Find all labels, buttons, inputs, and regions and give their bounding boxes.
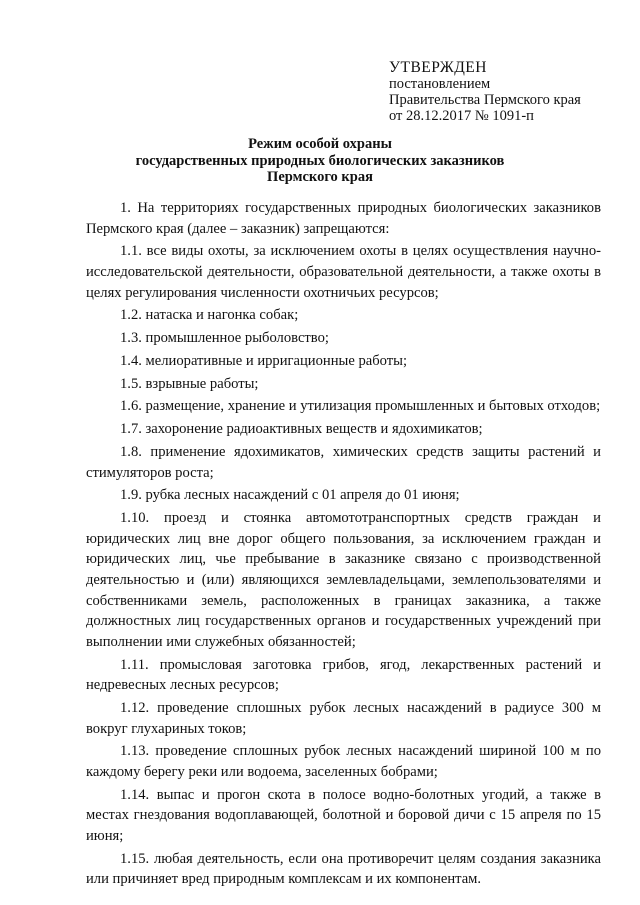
paragraph-1-5: 1.5. взрывные работы;	[120, 375, 259, 392]
approval-stamp	[389, 60, 581, 124]
paragraph-1-4: 1.4. мелиоративные и ирригационные работы;	[120, 352, 408, 369]
document-title	[60, 136, 580, 186]
paragraph-1: 1. На территориях государственных природных биологических заказников Пермского края (далее – заказник) запрещаются:	[86, 200, 601, 237]
title-line: Режим особой охраны	[248, 136, 392, 152]
paragraph-1-12: 1.12. проведение сплошных рубок лесных насаждений в радиусе 300 м вокруг глухариных токов;	[86, 699, 601, 737]
paragraph-1-7: 1.7. захоронение радиоактивных веществ и ядохимикатов;	[120, 421, 483, 438]
approval-line: постановлением	[389, 76, 491, 92]
paragraph-1-3: 1.3. промышленное рыболовство;	[120, 330, 329, 347]
paragraph-1-6: 1.6. размещение, хранение и утилизация промышленных и бытовых отходов;	[120, 398, 601, 415]
title-line: Пермского края	[267, 169, 373, 185]
paragraph-1-1: 1.1. все виды охоты, за исключением охоты в целях осуществления научно-исследовательской деятельности, образовательной деятельности, а также охоты в целях регулирования численности охотничьих ресурсов;	[86, 243, 601, 301]
paragraph-1-2: 1.2. натаска и нагонка собак;	[120, 307, 299, 324]
paragraph-1-15: 1.15. любая деятельность, если она противоречит целям создания заказника или причиняет вред природным комплексам и их компонентам.	[86, 850, 601, 888]
paragraph-1-11: 1.11. промысловая заготовка грибов, ягод, лекарственных растений и недревесных лесных ресурсов;	[86, 656, 601, 694]
approval-line: Правительства Пермского края	[389, 92, 581, 108]
paragraph-1-14: 1.14. выпас и прогон скота в полосе водно-болотных угодий, а также в местах гнездования водоплавающей, болотной и боровой дичи с 15 апреля по 15 июня;	[86, 786, 601, 844]
document-body	[86, 198, 601, 892]
paragraph-1-13: 1.13. проведение сплошных рубок лесных насаждений шириной 100 м по каждому берегу реки или водоема, заселенных бобрами;	[86, 743, 601, 780]
paragraph-1-8: 1.8. применение ядохимикатов, химических средств защиты растений и стимуляторов роста;	[86, 444, 601, 481]
paragraph-1-10: 1.10. проезд и стоянка автомототранспортных средств граждан и юридических лиц вне дорог общего пользования, за исключением граждан и юридических лиц, чье пребывание в заказнике связано с производственной деятельностью и (или) являющихся землевладельцами, землепользователями и собственниками земель, расположенных в границах заказника, а также должностных лиц государственных органов и государственных учреждений при выполнении ими служебных обязанностей;	[86, 510, 601, 650]
title-line: государственных природных биологических заказников	[135, 152, 505, 169]
approval-date-number: от 28.12.2017 № 1091-п	[389, 108, 534, 124]
paragraph-1-9: 1.9. рубка лесных насаждений с 01 апреля до 01 июня;	[120, 487, 460, 504]
approval-title: УТВЕРЖДЕН	[389, 59, 487, 76]
